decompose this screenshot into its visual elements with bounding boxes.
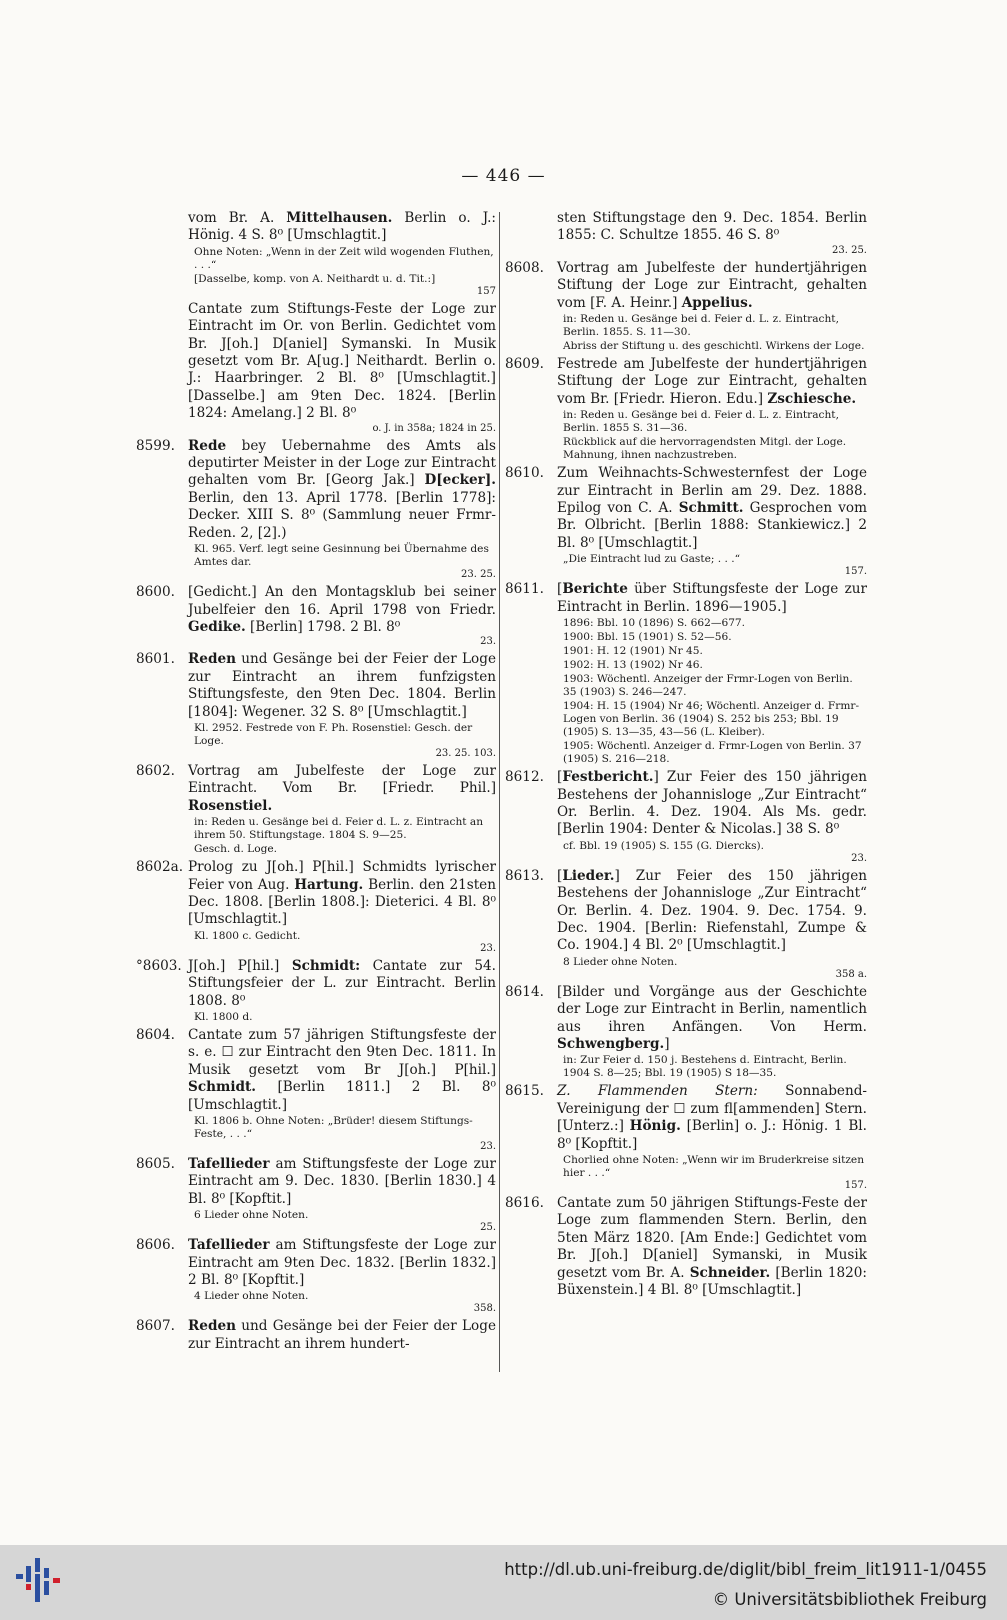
entry-text: Tafellieder am Stiftungsfeste der Loge zur Eintracht am 9ten Dec. 1832. [Berlin 1832.] 2 Bl. 8⁰ [Kopftit.] xyxy=(188,1237,496,1289)
entry-text: sten Stiftungstage den 9. Dec. 1854. Berlin 1855: C. Schultze 1855. 46 S. 8⁰ xyxy=(557,210,867,244)
library-reference: 157. xyxy=(844,566,867,578)
bibliography-entry xyxy=(505,984,867,1081)
library-reference: 358 a. xyxy=(835,968,867,980)
bibliography-entry xyxy=(136,958,496,1024)
entry-note: 6 Lieder ohne Noten. xyxy=(194,1209,309,1222)
entry-number: 8609. xyxy=(505,356,544,373)
bibliography-entry xyxy=(136,763,496,856)
entry-number: 8599. xyxy=(136,437,175,454)
entry-note: 1901: H. 12 (1901) Nr 45. xyxy=(563,645,703,658)
bibliography-entry xyxy=(136,1156,496,1234)
entry-number: 8610. xyxy=(505,465,544,482)
entry-note: [Dasselbe, komp. von A. Neithardt u. d. Tit.:] xyxy=(194,272,436,285)
entry-note: Rückblick auf die hervorragendsten Mitgl. der Loge. Mahnung, ihnen nachzustreben. xyxy=(563,436,847,462)
entry-text: Festrede am Jubelfeste der hundertjährigen Stiftung der Loge zur Eintracht, gehalten vom Br. [Friedr. Hieron. Edu.] Zschiesche. xyxy=(557,356,867,407)
library-reference: 157. xyxy=(844,1180,867,1191)
library-reference: 23. 25. 103. xyxy=(435,747,496,759)
entry-text: Cantate zum 57 jährigen Stiftungsfeste der s. e. ☐ zur Eintracht den 9ten Dec. 1811. In Musik gesetzt vom Br J[oh.] P[hil.] Schmidt. [Berlin 1811.] 2 Bl. 8⁰ [Umschlagtit.] xyxy=(188,1027,496,1113)
entry-number: 8612. xyxy=(505,769,544,786)
entry-text: vom Br. A. Mittelhausen. Berlin o. J.: Hönig. 4 S. 8⁰ [Umschlagtit.] xyxy=(188,210,496,244)
entry-text: Reden und Gesänge bei der Feier der Loge zur Eintracht an ihrem hundert- xyxy=(188,1318,496,1352)
entry-note: 1903: Wöchentl. Anzeiger der Frmr-Logen von Berlin. 35 (1903) S. 246—247. xyxy=(563,673,853,699)
bibliography-entry xyxy=(136,301,496,435)
entry-note: in: Reden u. Gesänge bei d. Feier d. L. z. Eintracht, Berlin. 1855 S. 31—36. xyxy=(563,409,839,435)
entry-note: 8 Lieder ohne Noten. xyxy=(563,955,678,968)
entry-number: 8608. xyxy=(505,259,544,276)
entry-text: Vortrag am Jubelfeste der Loge zur Eintracht. Vom Br. [Friedr. Phil.] Rosenstiel. xyxy=(188,762,496,814)
entry-note: Kl. 965. Verf. legt seine Gesinnung bei Übernahme des Amtes dar. xyxy=(194,543,489,569)
library-reference: 23. xyxy=(851,852,867,864)
entry-note: in: Reden u. Gesänge bei d. Feier d. L. z. Eintracht an ihrem 50. Stiftungstage. 1804 S. 9—25. xyxy=(194,816,484,842)
entry-number: 8600. xyxy=(136,584,175,601)
entry-note: Abriss der Stiftung u. des geschichtl. Wirkens der Loge. xyxy=(563,340,865,353)
bibliography-entry xyxy=(136,1027,496,1153)
entry-note: 1905: Wöchentl. Anzeiger d. Frmr-Logen von Berlin. 37 (1905) S. 216—218. xyxy=(563,740,862,766)
entry-text: Vortrag am Jubelfeste der hundertjährigen Stiftung der Loge zur Eintracht, gehalten vom [F. A. Heinr.] Appelius. xyxy=(557,259,867,311)
entry-note: Kl. 2952. Festrede von F. Ph. Rosenstiel: Gesch. der Loge. xyxy=(194,721,473,747)
bibliography-entry xyxy=(136,1237,496,1315)
entry-note: in: Zur Feier d. 150 j. Bestehens d. Eintracht, Berlin. 1904 S. 8—25; Bbl. 19 (1905) S 18—35. xyxy=(563,1054,847,1080)
entry-text: [Festbericht.] Zur Feier des 150 jährigen Bestehens der Johannisloge „Zur Eintracht“ Or. Berlin. 4. Dez. 1904. Als Ms. gedr. [Berlin 1904: Denter & Nicolas.] 38 S. 8⁰ xyxy=(557,769,867,838)
bibliography-entry xyxy=(505,465,867,578)
entry-number: 8615. xyxy=(505,1083,544,1100)
entry-number: 8602a. xyxy=(136,859,184,876)
entry-note: 1904: H. 15 (1904) Nr 46; Wöchentl. Anzeiger d. Frmr-Logen von Berlin. 36 (1904) S. 252 bis 253; Bbl. 19 (1905) S. 13—35, 43—56 (L. Kleiber). xyxy=(563,700,860,739)
entry-note: cf. Bbl. 19 (1905) S. 155 (G. Diercks). xyxy=(563,839,765,852)
bibliography-entry xyxy=(136,859,496,955)
bibliography-entry xyxy=(136,438,496,581)
bibliography-entry xyxy=(136,584,496,648)
entry-number: 8613. xyxy=(505,867,544,884)
entry-number: 8601. xyxy=(136,651,175,668)
ub-freiburg-logo-icon xyxy=(14,1556,64,1606)
library-reference: 23. 25. xyxy=(461,569,496,581)
entry-text: [Berichte über Stiftungsfeste der Loge zur Eintracht in Berlin. 1896—1905.] xyxy=(557,581,867,615)
bibliography-entry xyxy=(505,260,867,353)
entry-number: 8604. xyxy=(136,1027,175,1043)
entry-text: [Bilder und Vorgänge aus der Geschichte der Loge zur Eintracht in Berlin, namentlich aus ihren Anfängen. Von Herm. Schwengberg.] xyxy=(557,983,867,1052)
entry-text: Zum Weihnachts-Schwesternfest der Loge zur Eintracht in Berlin am 29. Dez. 1888. Epilog von C. A. Schmitt. Gesprochen vom Br. Olbricht. [Berlin 1888: Stankiewicz.] 2 Bl. 8⁰ [Umschlagtit.] xyxy=(557,465,867,551)
entry-note: 1902: H. 13 (1902) Nr 46. xyxy=(563,659,703,672)
bibliography-entry xyxy=(505,581,867,766)
left-column xyxy=(136,210,496,1356)
bibliography-entry xyxy=(505,1083,867,1192)
entry-number: 8611. xyxy=(505,581,544,598)
entry-note: 4 Lieder ohne Noten. xyxy=(194,1290,309,1303)
bibliography-entry xyxy=(505,356,867,462)
library-reference: 25. xyxy=(480,1222,496,1234)
entry-text: J[oh.] P[hil.] Schmidt: Cantate zur 54. Stiftungsfeier der L. zur Eintracht. Berlin 1808. 8⁰ xyxy=(188,957,496,1009)
entry-text: Cantate zum 50 jährigen Stiftungs-Feste der Loge zum flammenden Stern. Berlin, den 5ten März 1820. [Am Ende:] Gedichtet vom Br. J[oh.] D[aniel] Symanski, in Musik gesetzt vom Br. A. Schneider. [Berlin 1820: Büxenstein.] 4 Bl. 8⁰ [Umschlagtit.] xyxy=(557,1195,867,1299)
bibliography-entry xyxy=(505,210,867,257)
entry-text: Tafellieder am Stiftungsfeste der Loge zur Eintracht am 9. Dec. 1830. [Berlin 1830.] 4 Bl. 8⁰ [Kopftit.] xyxy=(188,1156,496,1207)
entry-number: 8616. xyxy=(505,1195,544,1211)
column-divider xyxy=(499,212,500,1372)
library-reference: 23. xyxy=(480,942,496,954)
entry-note: Chorlied ohne Noten: „Wenn wir im Bruderkreise sitzen hier . . .“ xyxy=(563,1154,865,1179)
entry-note: Kl. 1806 b. Ohne Noten: „Brüder! diesem Stiftungs-Feste, . . .“ xyxy=(194,1115,473,1141)
entry-number: 8605. xyxy=(136,1156,175,1173)
entry-note: 1900: Bbl. 15 (1901) S. 52—56. xyxy=(563,631,732,644)
bibliography-entry xyxy=(136,651,496,760)
library-reference: 157 xyxy=(476,285,496,297)
entry-number: °8603. xyxy=(136,957,182,974)
entry-text: Rede bey Uebernahme des Amts als deputirter Meister in der Loge zur Eintracht gehalten vom Br. [Georg Jak.] D[ecker]. Berlin, den 13. April 1778. [Berlin 1778]: Decker. XIII S. 8⁰ (Sammlung neuer Frmr-Reden. 2, [2].) xyxy=(188,437,496,541)
entry-text: Reden und Gesänge bei der Feier der Loge zur Eintracht an ihrem funfzigsten Stiftungsfeste, den 9ten Dec. 1804. Berlin [1804]: Wegener. 32 S. 8⁰ [Umschlagtit.] xyxy=(188,651,496,720)
library-reference: 23. xyxy=(480,1141,496,1153)
bibliography-entry xyxy=(505,769,867,865)
copyright-notice: © Universitätsbibliothek Freiburg xyxy=(712,1590,987,1609)
bibliography-entry xyxy=(505,868,867,981)
permalink-url[interactable]: http://dl.ub.uni-freiburg.de/diglit/bibl_freim_lit1911-1/0455 xyxy=(504,1560,987,1579)
entry-number: 8614. xyxy=(505,983,544,1000)
entry-number: 8602. xyxy=(136,762,175,779)
library-reference: 23. 25. xyxy=(832,244,867,256)
bibliography-entry xyxy=(136,210,496,298)
entry-note: Ohne Noten: „Wenn in der Zeit wild wogenden Fluthen, . . .“ xyxy=(194,245,494,271)
entry-text: Z. Flammenden Stern: Sonnabend-Vereinigung der ☐ zum fl[ammenden] Stern. [Unterz.:] Hönig. [Berlin] o. J.: Hönig. 1 Bl. 8⁰ [Kopftit.] xyxy=(557,1083,867,1152)
entry-text: [Lieder.] Zur Feier des 150 jährigen Bestehens der Johannisloge „Zur Eintracht“ Or. Berlin. 4. Dez. 1904. 9. Dec. 1754. 9. Dec. 1904. [Berlin: Riefenstahl, Zumpe & Co. 1904.] 4 Bl. 2⁰ [Umschlagtit.] xyxy=(557,867,867,954)
entry-note: Kl. 1800 c. Gedicht. xyxy=(194,929,301,942)
entry-note: „Die Eintracht lud zu Gaste; . . .“ xyxy=(563,553,741,566)
entry-text: [Gedicht.] An den Montagsklub bei seiner Jubelfeier den 16. April 1798 von Friedr. Gedike. [Berlin] 1798. 2 Bl. 8⁰ xyxy=(188,584,496,635)
entry-note: Kl. 1800 d. xyxy=(194,1011,253,1023)
bibliography-entry xyxy=(505,1195,867,1299)
entry-note: 1896: Bbl. 10 (1896) S. 662—677. xyxy=(563,617,746,630)
entry-number: 8607. xyxy=(136,1318,175,1335)
entry-note: Gesch. d. Loge. xyxy=(194,843,278,856)
entry-text: Prolog zu J[oh.] P[hil.] Schmidts lyrischer Feier von Aug. Hartung. Berlin. den 21sten Dec. 1808. [Berlin 1808.]: Dieterici. 4 Bl. 8⁰ [Umschlagtit.] xyxy=(188,859,496,928)
page-number: — 446 — xyxy=(461,166,546,186)
library-reference: 23. xyxy=(480,636,496,648)
entry-number: 8606. xyxy=(136,1237,175,1254)
right-column xyxy=(505,210,867,1302)
entry-note: in: Reden u. Gesänge bei d. Feier d. L. z. Eintracht, Berlin. 1855. S. 11—30. xyxy=(563,313,839,339)
entry-text: Cantate zum Stiftungs-Feste der Loge zur Eintracht im Or. von Berlin. Gedichtet vom Br. J[oh.] D[aniel] Symanski. In Musik gesetzt vom Br. A[ug.] Neithardt. Berlin o. J.: Haarbringer. 2 Bl. 8⁰ [Umschlagtit.] [Dasselbe.] am 9ten Dec. 1824. [Berlin 1824: Amelang.] 2 Bl. 8⁰ xyxy=(188,300,496,422)
library-reference: o. J. in 358a; 1824 in 25. xyxy=(372,422,496,434)
bibliography-entry xyxy=(136,1318,496,1353)
library-reference: 358. xyxy=(473,1303,496,1315)
